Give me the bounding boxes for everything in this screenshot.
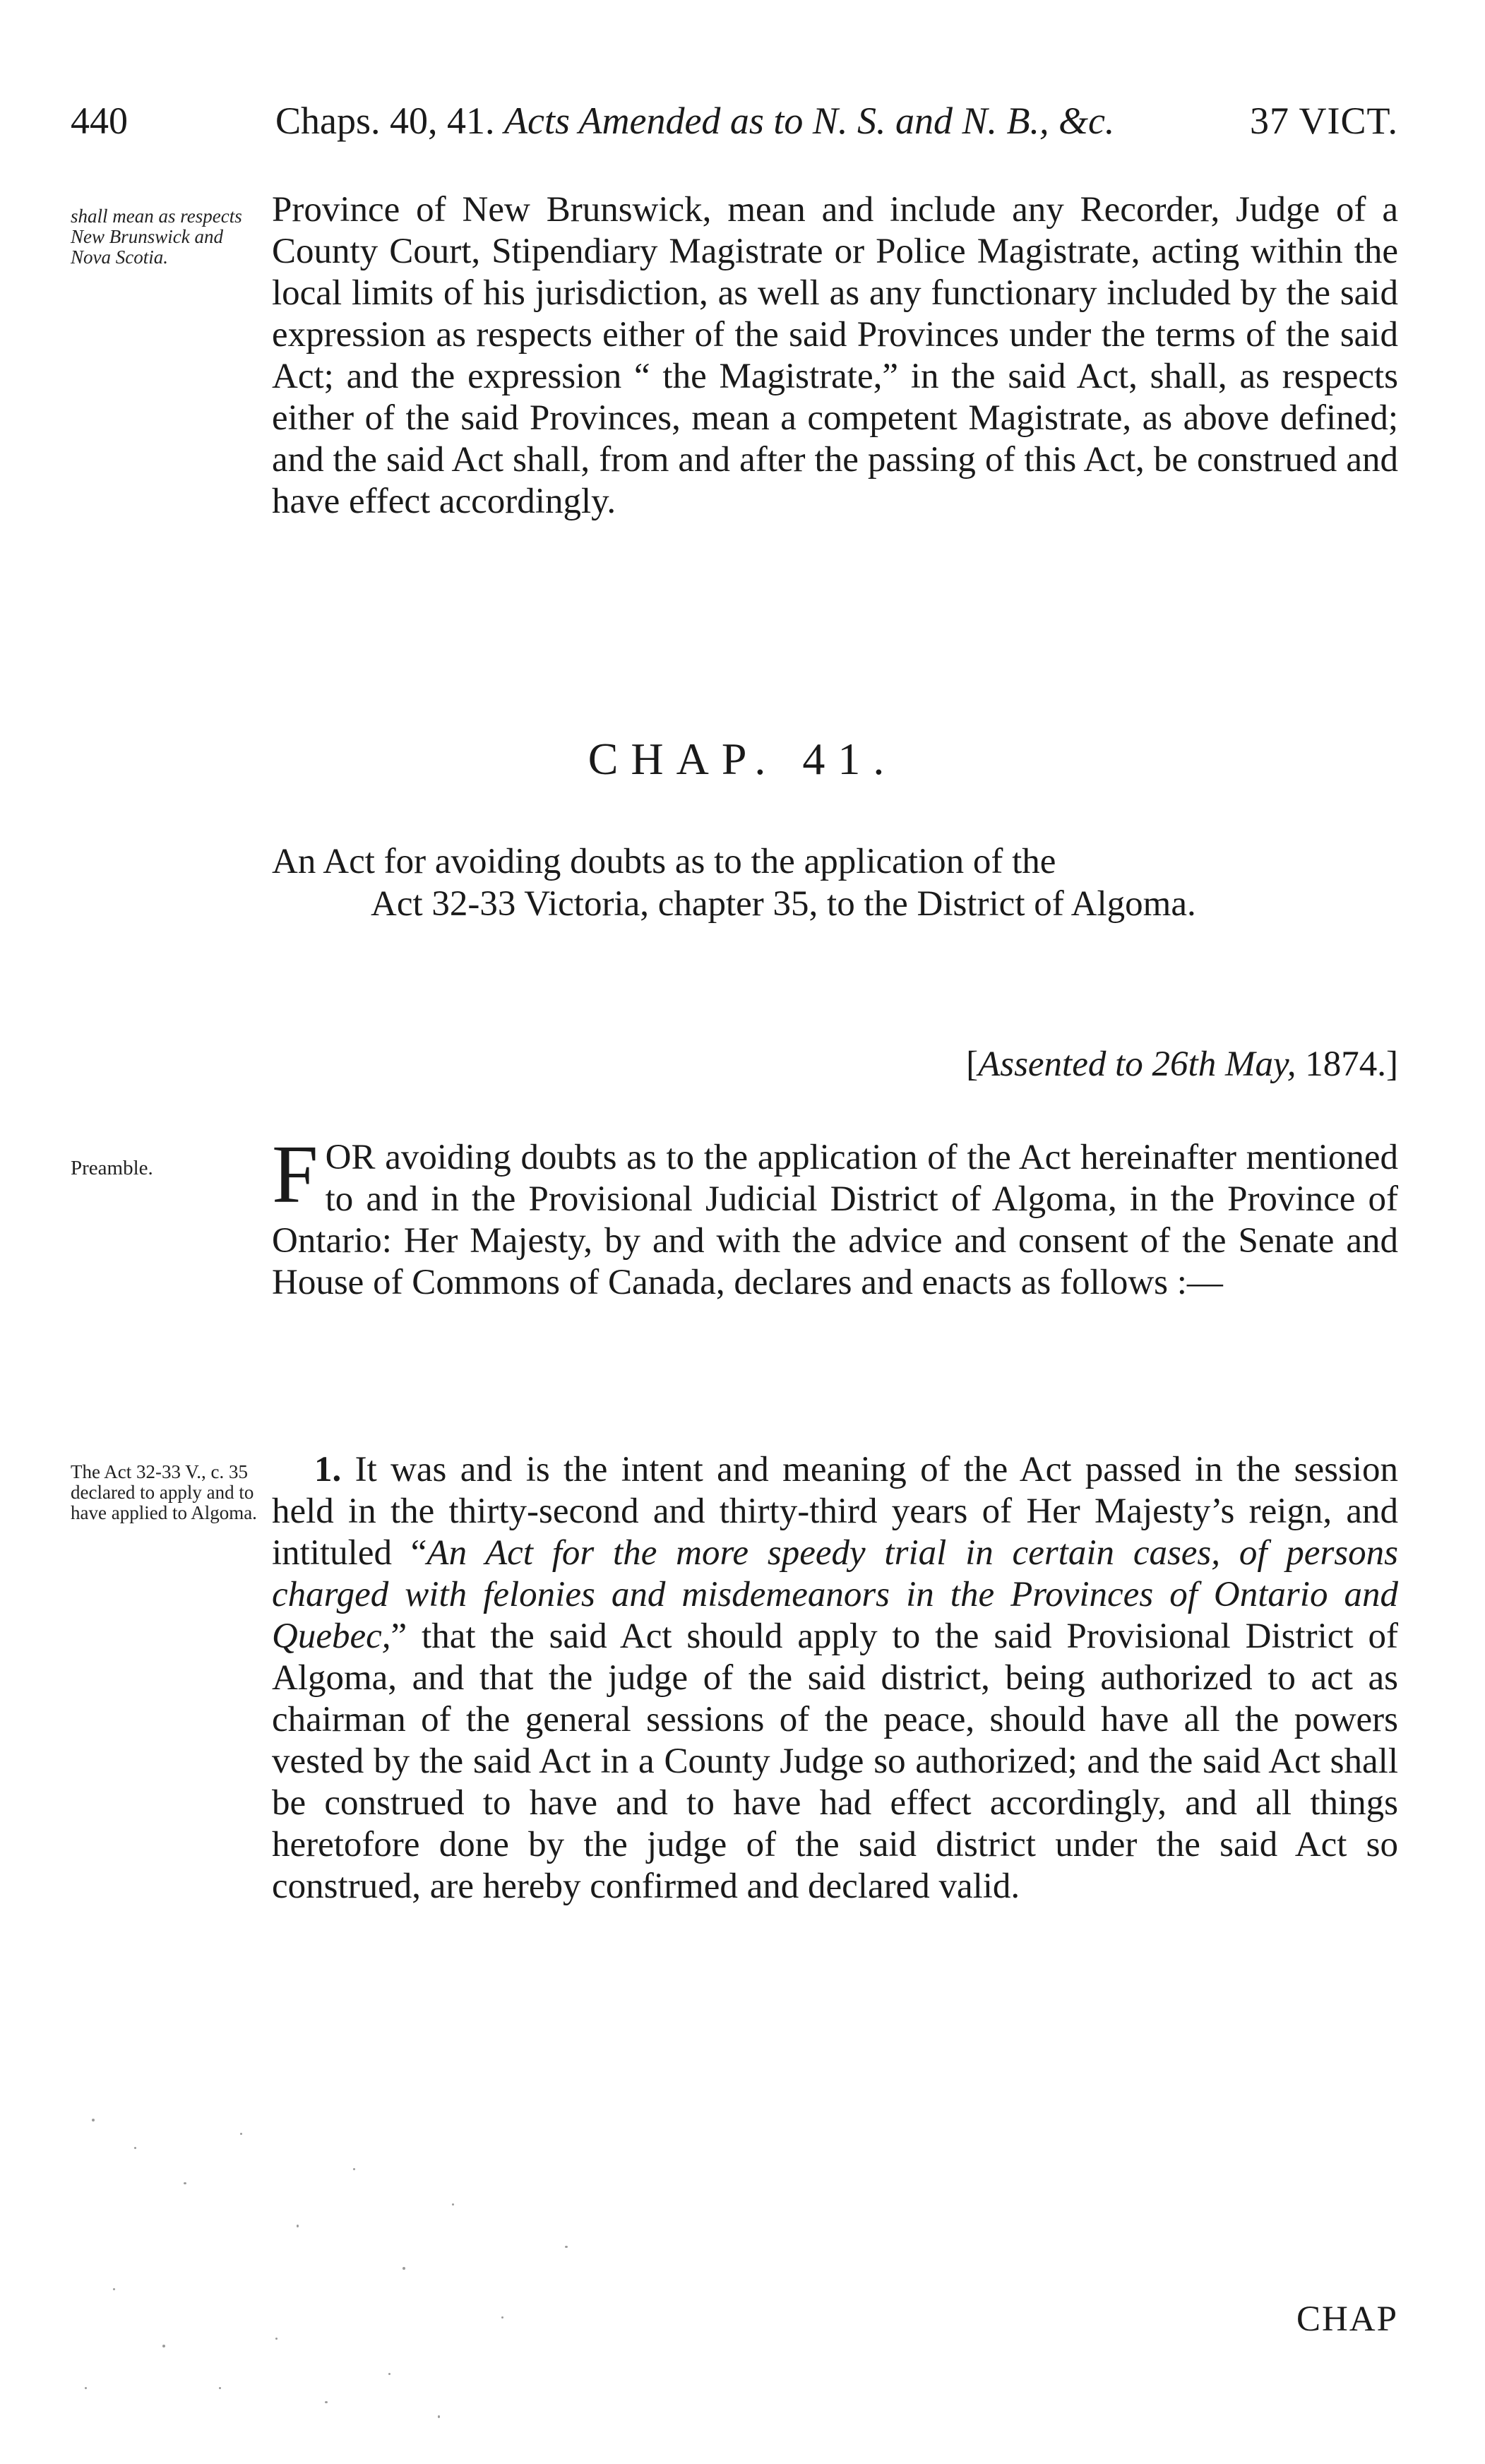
running-header	[71, 99, 1398, 155]
margin-note-preamble: Preamble.	[71, 1157, 153, 1179]
regnal-year: 37 VICT.	[1250, 100, 1398, 142]
chap40-continuation	[272, 189, 1398, 523]
page-number: 440	[71, 100, 128, 142]
section-1	[272, 1449, 1398, 1907]
section1-paragraph	[272, 1449, 1398, 1907]
catchword: CHAP	[1296, 2299, 1398, 2339]
preamble	[272, 1128, 1398, 1304]
margin-note-new-brunswick: shall mean as respects New Brunswick and Nova Scotia.	[71, 206, 242, 268]
assent-year: 1874.	[1305, 1044, 1387, 1084]
section1-text-b: ” that the said Act should apply to the said Provisional District of Algoma, and that the judge of the said district, being authorized to act as chairman of the general sessions of the peace, should have all the powers vested by the said Act in a County Judge so authorized; and the said Act shall be construed to have and to have had effect accordingly, and all things heretofore done by the judge of the said district under the said Act so construed, are hereby confirmed and declared valid.	[272, 1617, 1398, 1906]
preamble-paragraph	[272, 1128, 1398, 1304]
long-title-rest: Act 32-33 Victoria, chapter 35, to the District of Algoma.	[371, 884, 1196, 924]
chapter-long-title	[272, 840, 1398, 925]
margin-note-section1: The Act 32-33 V., c. 35 declared to apply and to have applied to Algoma.	[71, 1461, 257, 1523]
section1-act-title: An Act for the more speedy trial in certain cases, of persons charged with felonies and misdemeanors in the Provinces of Ontario and Quebec,	[272, 1533, 1398, 1656]
assent-date: [Assented to 26th May, 1874.]	[966, 1044, 1398, 1084]
chap40-text: Province of New Brunswick, mean and include any Recorder, Judge of a County Court, Stipendiary Magistrate or Police Magistrate, acting within the local limits of his jurisdiction, as well as any functionary included by the said expression as respects either of the said Provinces under the terms of the said Act; and the expression “ the Magistrate,” in the said Act, shall, as respects either of the said Provinces, mean a competent Magistrate, as above defined; and the said Act shall, from and after the passing of this Act, be construed and have effect accordingly.	[272, 190, 1398, 521]
assent-italic: Assented to 26th May,	[978, 1044, 1296, 1084]
running-title-chapters: Chaps. 40, 41.	[275, 100, 495, 142]
scan-speckle	[71, 2105, 621, 2429]
running-title	[275, 99, 1114, 143]
chapter-title: CHAP. 41.	[588, 734, 897, 784]
running-title-italic: Acts Amended as to N. S. and N. B., &c.	[504, 100, 1115, 142]
section-number: 1.	[314, 1450, 342, 1489]
preamble-text: OR avoiding doubts as to the application of the Act hereinafter mentioned to and in the Provisional Judicial District of Algoma, in the Province of Ontario: Her Majesty, by and with the advice and consent of the Senate and House of Commons of Canada, declares and enacts as follows :—	[272, 1138, 1398, 1302]
section1-text-a: It was and is the intent and meaning of the Act passed in the session held in the thirty-second and thirty-third years of Her Majesty’s reign, and intituled “	[272, 1450, 1399, 1573]
long-title-line1: An Act for avoiding doubts as to the application of the	[272, 842, 1056, 881]
drop-cap: F	[272, 1128, 318, 1220]
